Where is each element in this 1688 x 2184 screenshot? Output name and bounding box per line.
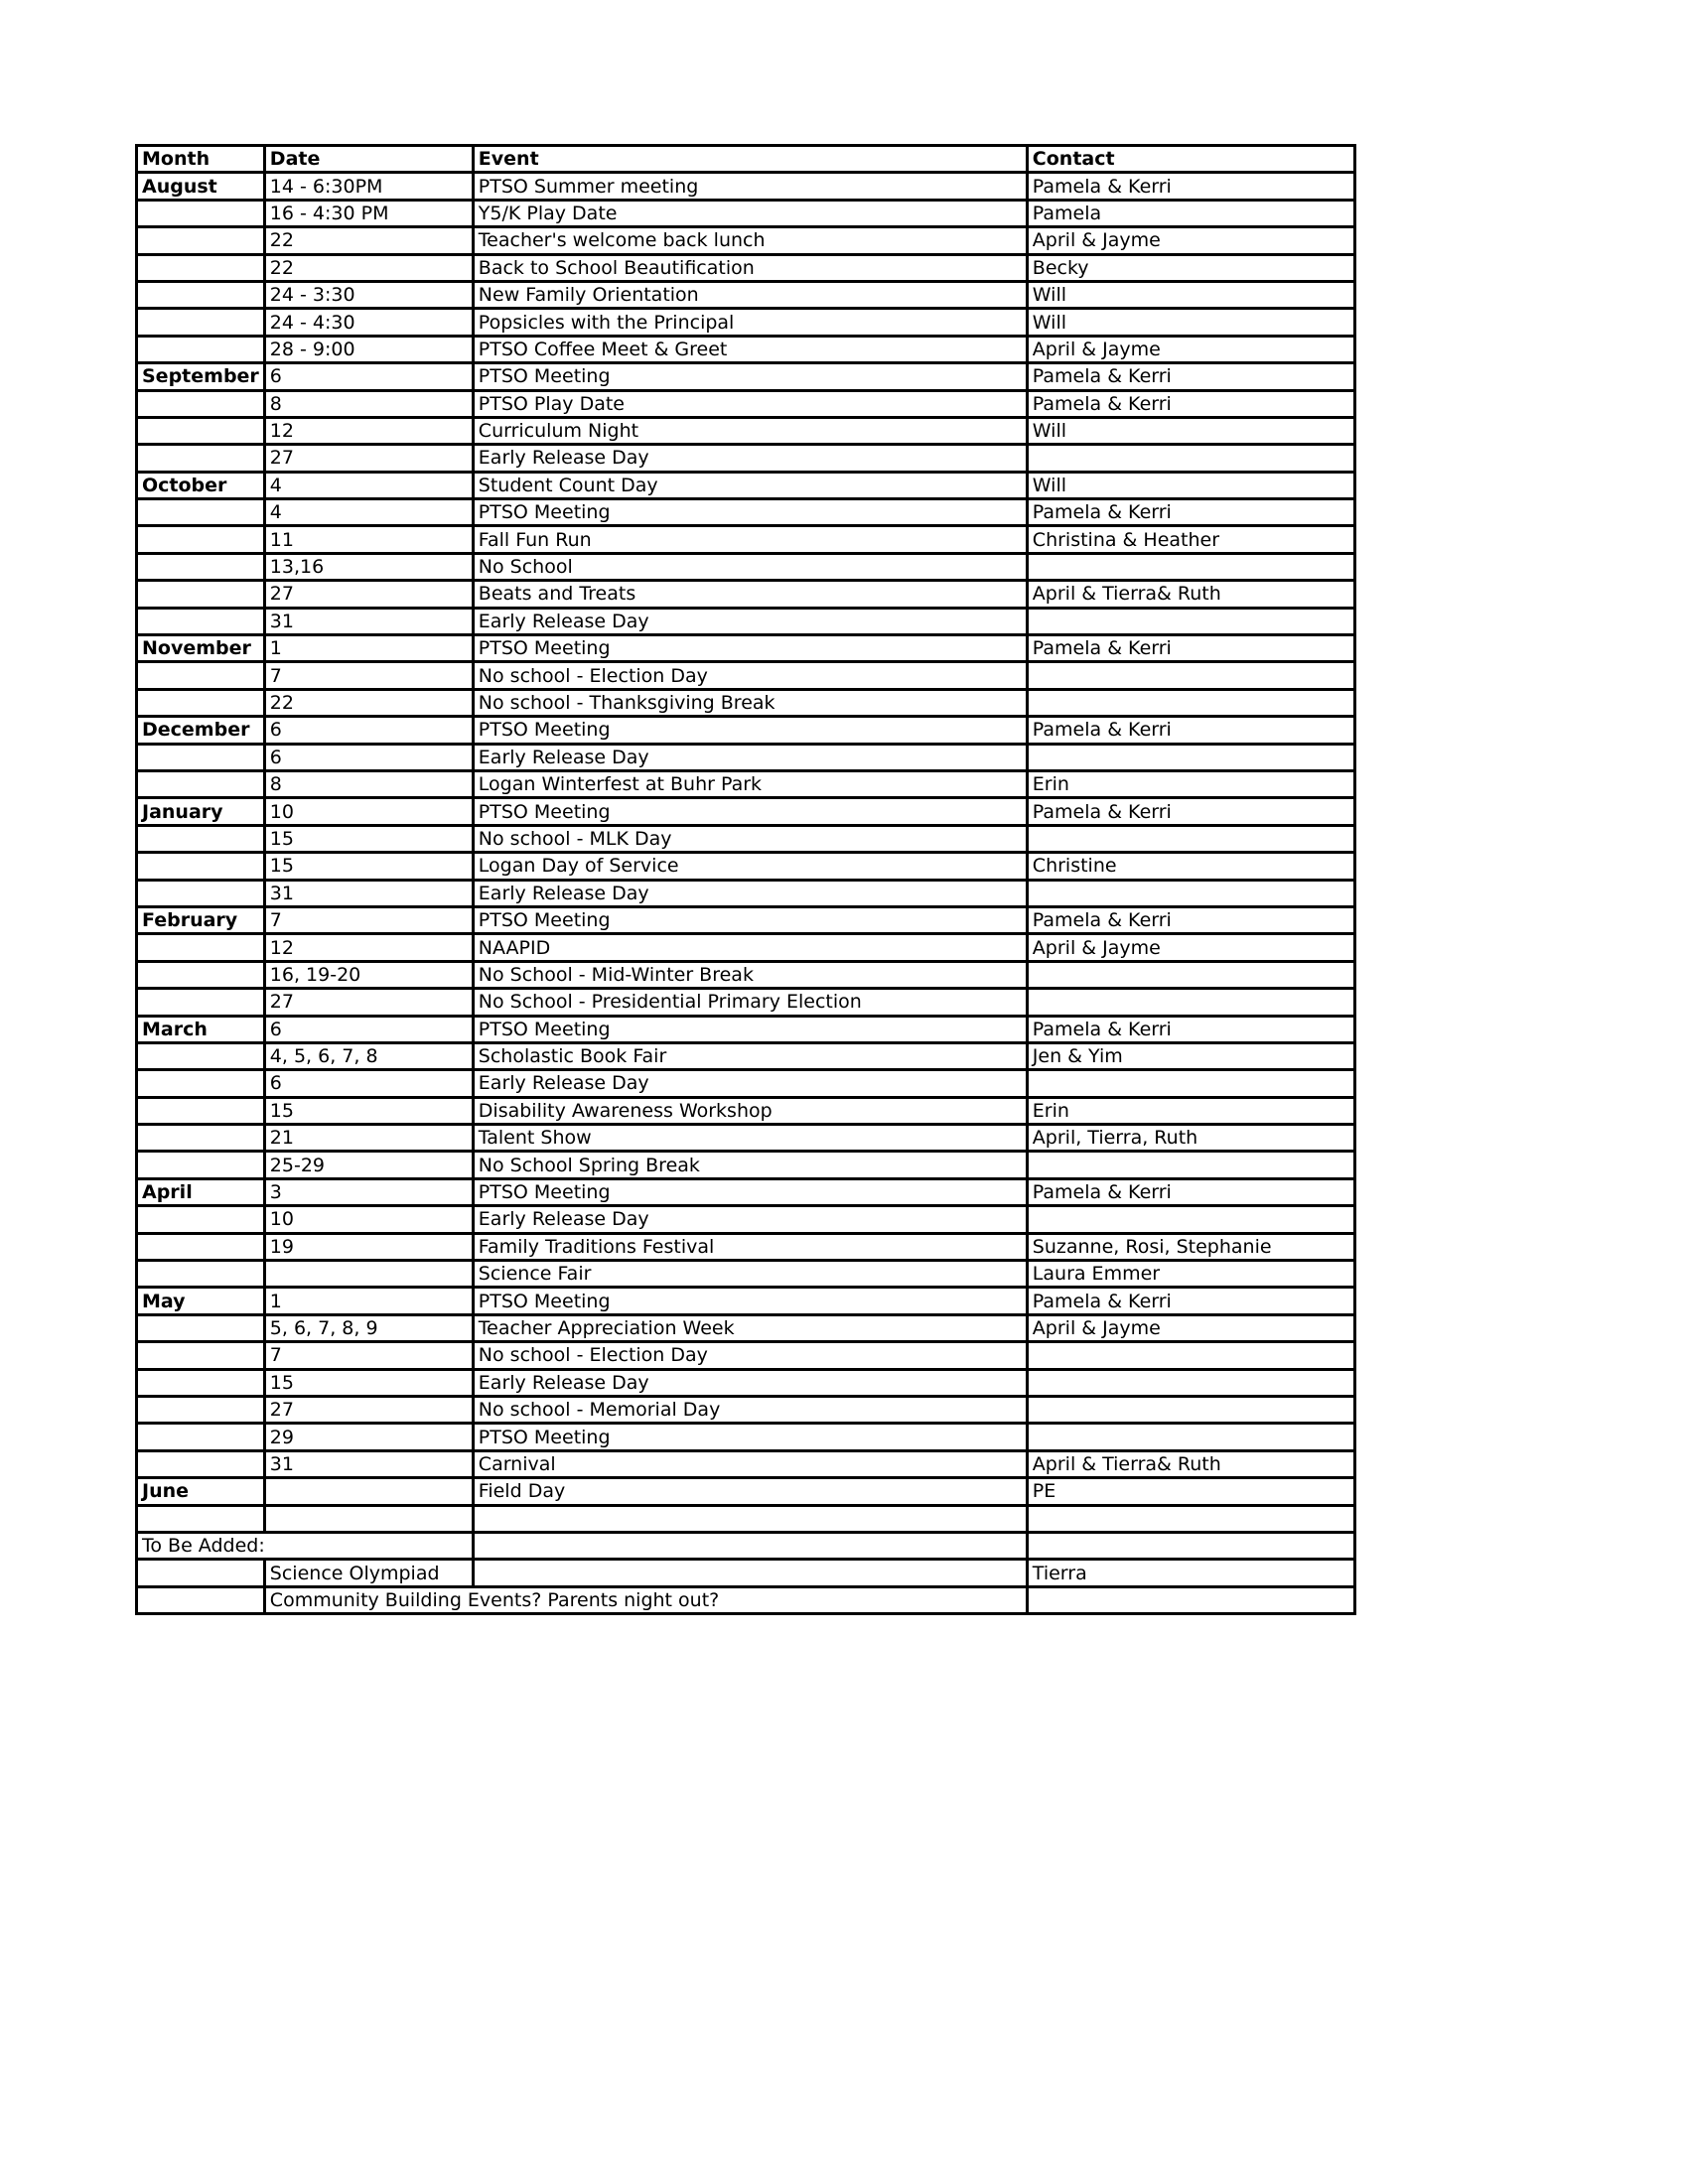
contact-cell: April & Jayme	[1027, 227, 1354, 254]
month-cell: November	[137, 635, 265, 662]
month-cell	[137, 989, 265, 1016]
table-row	[137, 390, 1355, 417]
month-cell	[137, 336, 265, 362]
contact-cell: Pamela & Kerri	[1027, 390, 1354, 417]
month-cell	[137, 417, 265, 444]
event-cell: PTSO Meeting	[473, 1288, 1027, 1314]
table-row	[137, 853, 1355, 880]
month-cell	[137, 390, 265, 417]
table-row	[137, 309, 1355, 336]
contact-cell	[1027, 445, 1354, 472]
contact-cell: Tierra	[1027, 1560, 1354, 1586]
date-cell: 15	[264, 1369, 473, 1396]
table-row	[137, 1206, 1355, 1233]
table-row	[137, 961, 1355, 988]
contact-cell: Pamela & Kerri	[1027, 499, 1354, 526]
date-cell: Community Building Events? Parents night out?	[264, 1586, 1027, 1613]
table-row	[137, 363, 1355, 390]
contact-cell: April & Jayme	[1027, 934, 1354, 961]
table-row	[137, 1450, 1355, 1477]
table-row	[137, 798, 1355, 825]
contact-cell: Erin	[1027, 1097, 1354, 1124]
contact-cell	[1027, 1342, 1354, 1369]
contact-cell: Will	[1027, 281, 1354, 308]
contact-cell	[1027, 608, 1354, 634]
month-cell: April	[137, 1178, 265, 1205]
event-cell: No school - MLK Day	[473, 825, 1027, 852]
event-cell: PTSO Summer meeting	[473, 173, 1027, 200]
contact-cell	[1027, 1424, 1354, 1450]
event-cell: PTSO Meeting	[473, 717, 1027, 744]
event-cell: Y5/K Play Date	[473, 200, 1027, 226]
contact-cell: Becky	[1027, 254, 1354, 281]
month-cell	[137, 281, 265, 308]
table-row	[137, 417, 1355, 444]
date-cell: 31	[264, 880, 473, 906]
date-cell: 27	[264, 581, 473, 608]
event-cell: Early Release Day	[473, 608, 1027, 634]
date-cell: 3	[264, 1178, 473, 1205]
date-cell: 6	[264, 744, 473, 770]
date-cell: 16 - 4:30 PM	[264, 200, 473, 226]
contact-cell	[1027, 662, 1354, 689]
event-cell: Curriculum Night	[473, 417, 1027, 444]
date-cell: 6	[264, 1016, 473, 1042]
event-cell: NAAPID	[473, 934, 1027, 961]
date-cell: 15	[264, 825, 473, 852]
month-cell	[137, 689, 265, 716]
month-cell: September	[137, 363, 265, 390]
contact-cell	[1027, 744, 1354, 770]
event-cell: PTSO Meeting	[473, 635, 1027, 662]
table-row	[137, 499, 1355, 526]
date-cell: 8	[264, 390, 473, 417]
table-row	[137, 472, 1355, 498]
to-be-added-row	[137, 1586, 1355, 1613]
month-cell: February	[137, 906, 265, 933]
month-cell	[137, 1396, 265, 1423]
month-cell	[137, 1314, 265, 1341]
table-row	[137, 173, 1355, 200]
event-cell: Scholastic Book Fair	[473, 1042, 1027, 1069]
month-cell	[137, 309, 265, 336]
table-row	[137, 770, 1355, 797]
date-cell: 21	[264, 1125, 473, 1152]
to-be-added-row	[137, 1560, 1355, 1586]
table-row	[137, 254, 1355, 281]
header-event: Event	[473, 146, 1027, 173]
month-cell	[137, 1586, 265, 1613]
table-row	[137, 553, 1355, 580]
month-cell	[137, 770, 265, 797]
table-row	[137, 1424, 1355, 1450]
date-cell: 31	[264, 608, 473, 634]
header-contact: Contact	[1027, 146, 1354, 173]
table-row	[137, 1314, 1355, 1341]
contact-cell: Will	[1027, 472, 1354, 498]
date-cell: 24 - 3:30	[264, 281, 473, 308]
event-cell: PTSO Meeting	[473, 1178, 1027, 1205]
contact-cell	[1027, 825, 1354, 852]
event-cell: Carnival	[473, 1450, 1027, 1477]
date-cell: 7	[264, 1342, 473, 1369]
event-cell: Field Day	[473, 1478, 1027, 1505]
date-cell: 13,16	[264, 553, 473, 580]
month-cell	[137, 445, 265, 472]
event-cell: Popsicles with the Principal	[473, 309, 1027, 336]
table-row	[137, 1042, 1355, 1069]
month-cell	[137, 1369, 265, 1396]
month-cell	[137, 1450, 265, 1477]
month-cell	[137, 1560, 265, 1586]
date-cell: 29	[264, 1424, 473, 1450]
date-cell: 27	[264, 989, 473, 1016]
contact-cell	[1027, 880, 1354, 906]
date-cell	[264, 1261, 473, 1288]
contact-cell: Laura Emmer	[1027, 1261, 1354, 1288]
contact-cell: April & Jayme	[1027, 1314, 1354, 1341]
date-cell: 10	[264, 798, 473, 825]
month-cell	[137, 853, 265, 880]
table-row	[137, 1097, 1355, 1124]
contact-cell	[1027, 989, 1354, 1016]
month-cell	[137, 662, 265, 689]
date-cell: Science Olympiad	[264, 1560, 473, 1586]
event-cell: Early Release Day	[473, 1369, 1027, 1396]
date-cell: 28 - 9:00	[264, 336, 473, 362]
date-cell: 19	[264, 1233, 473, 1260]
month-cell	[137, 825, 265, 852]
date-cell: 6	[264, 717, 473, 744]
month-cell	[137, 1233, 265, 1260]
table-row	[137, 1396, 1355, 1423]
date-cell: 22	[264, 254, 473, 281]
table-row	[137, 1178, 1355, 1205]
month-cell: May	[137, 1288, 265, 1314]
month-cell	[137, 1152, 265, 1178]
month-cell	[137, 1125, 265, 1152]
contact-cell: Pamela & Kerri	[1027, 635, 1354, 662]
table-row	[137, 1505, 1355, 1532]
date-cell: 27	[264, 1396, 473, 1423]
event-cell	[473, 1505, 1027, 1532]
table-row	[137, 608, 1355, 634]
month-cell	[137, 1206, 265, 1233]
table-row	[137, 1152, 1355, 1178]
contact-cell: Pamela & Kerri	[1027, 798, 1354, 825]
contact-cell	[1027, 1396, 1354, 1423]
month-cell	[137, 1505, 265, 1532]
event-cell: PTSO Coffee Meet & Greet	[473, 336, 1027, 362]
table-row	[137, 526, 1355, 553]
date-cell: 11	[264, 526, 473, 553]
date-cell	[264, 1478, 473, 1505]
table-row	[137, 744, 1355, 770]
contact-cell: Pamela & Kerri	[1027, 1016, 1354, 1042]
event-cell	[473, 1532, 1027, 1559]
header-date: Date	[264, 146, 473, 173]
contact-cell: Pamela & Kerri	[1027, 173, 1354, 200]
event-cell: No School - Mid-Winter Break	[473, 961, 1027, 988]
date-cell: 1	[264, 1288, 473, 1314]
event-cell: No School Spring Break	[473, 1152, 1027, 1178]
month-cell	[137, 227, 265, 254]
month-cell	[137, 961, 265, 988]
table-row	[137, 906, 1355, 933]
month-cell	[137, 934, 265, 961]
event-cell	[473, 1560, 1027, 1586]
table-row	[137, 581, 1355, 608]
event-cell: No school - Thanksgiving Break	[473, 689, 1027, 716]
contact-cell: Pamela & Kerri	[1027, 1288, 1354, 1314]
month-cell	[137, 200, 265, 226]
event-cell: PTSO Meeting	[473, 1424, 1027, 1450]
table-row	[137, 717, 1355, 744]
to-be-added-label-row	[137, 1532, 1355, 1559]
event-cell: Early Release Day	[473, 880, 1027, 906]
event-cell: PTSO Meeting	[473, 363, 1027, 390]
date-cell: 15	[264, 853, 473, 880]
contact-cell: Pamela & Kerri	[1027, 717, 1354, 744]
event-cell: Early Release Day	[473, 1070, 1027, 1097]
month-cell: December	[137, 717, 265, 744]
month-cell	[137, 581, 265, 608]
table-row	[137, 635, 1355, 662]
contact-cell	[1027, 1505, 1354, 1532]
table-row	[137, 1342, 1355, 1369]
contact-cell	[1027, 1586, 1354, 1613]
month-cell	[137, 553, 265, 580]
contact-cell: Pamela & Kerri	[1027, 363, 1354, 390]
contact-cell: Will	[1027, 417, 1354, 444]
event-cell: Disability Awareness Workshop	[473, 1097, 1027, 1124]
month-cell	[137, 744, 265, 770]
table-row	[137, 1016, 1355, 1042]
contact-cell	[1027, 689, 1354, 716]
event-cell: PTSO Meeting	[473, 906, 1027, 933]
month-cell	[137, 526, 265, 553]
event-cell: PTSO Meeting	[473, 798, 1027, 825]
contact-cell: Christina & Heather	[1027, 526, 1354, 553]
month-cell: January	[137, 798, 265, 825]
to-be-added-label: To Be Added:	[137, 1532, 474, 1559]
date-cell: 27	[264, 445, 473, 472]
date-cell: 31	[264, 1450, 473, 1477]
contact-cell	[1027, 1070, 1354, 1097]
table-row	[137, 934, 1355, 961]
event-cell: No school - Election Day	[473, 662, 1027, 689]
month-cell: August	[137, 173, 265, 200]
table-row	[137, 825, 1355, 852]
table-row	[137, 1478, 1355, 1505]
contact-cell: Pamela & Kerri	[1027, 1178, 1354, 1205]
table-row	[137, 989, 1355, 1016]
contact-cell: April, Tierra, Ruth	[1027, 1125, 1354, 1152]
date-cell: 10	[264, 1206, 473, 1233]
event-cell: Fall Fun Run	[473, 526, 1027, 553]
event-cell: Teacher Appreciation Week	[473, 1314, 1027, 1341]
event-cell: No School - Presidential Primary Election	[473, 989, 1027, 1016]
contact-cell: Christine	[1027, 853, 1354, 880]
event-cell: No school - Election Day	[473, 1342, 1027, 1369]
table-row	[137, 880, 1355, 906]
event-cell: PTSO Meeting	[473, 499, 1027, 526]
event-schedule-table	[135, 144, 1356, 1615]
date-cell: 7	[264, 906, 473, 933]
table-row	[137, 281, 1355, 308]
date-cell: 6	[264, 363, 473, 390]
date-cell: 14 - 6:30PM	[264, 173, 473, 200]
event-cell: PTSO Play Date	[473, 390, 1027, 417]
contact-cell	[1027, 1206, 1354, 1233]
date-cell: 22	[264, 227, 473, 254]
event-cell: Early Release Day	[473, 445, 1027, 472]
event-cell: Back to School Beautification	[473, 254, 1027, 281]
month-cell	[137, 880, 265, 906]
date-cell: 5, 6, 7, 8, 9	[264, 1314, 473, 1341]
month-cell	[137, 254, 265, 281]
table-row	[137, 1125, 1355, 1152]
contact-cell	[1027, 1532, 1354, 1559]
contact-cell	[1027, 1369, 1354, 1396]
contact-cell: April & Tierra& Ruth	[1027, 1450, 1354, 1477]
event-cell: No School	[473, 553, 1027, 580]
date-cell: 4	[264, 472, 473, 498]
month-cell	[137, 608, 265, 634]
header-row	[137, 146, 1355, 173]
date-cell: 6	[264, 1070, 473, 1097]
date-cell: 25-29	[264, 1152, 473, 1178]
date-cell: 12	[264, 417, 473, 444]
event-cell: Science Fair	[473, 1261, 1027, 1288]
month-cell: October	[137, 472, 265, 498]
event-cell: PTSO Meeting	[473, 1016, 1027, 1042]
table-row	[137, 227, 1355, 254]
contact-cell: Erin	[1027, 770, 1354, 797]
header-month: Month	[137, 146, 265, 173]
event-cell: Logan Day of Service	[473, 853, 1027, 880]
month-cell	[137, 1097, 265, 1124]
table-row	[137, 1261, 1355, 1288]
event-cell: Early Release Day	[473, 1206, 1027, 1233]
date-cell: 1	[264, 635, 473, 662]
date-cell: 16, 19-20	[264, 961, 473, 988]
table-row	[137, 1233, 1355, 1260]
contact-cell: Suzanne, Rosi, Stephanie	[1027, 1233, 1354, 1260]
table-row	[137, 1070, 1355, 1097]
contact-cell: April & Jayme	[1027, 336, 1354, 362]
contact-cell: Pamela	[1027, 200, 1354, 226]
date-cell: 8	[264, 770, 473, 797]
contact-cell	[1027, 553, 1354, 580]
month-cell: June	[137, 1478, 265, 1505]
date-cell	[264, 1505, 473, 1532]
table-row	[137, 200, 1355, 226]
month-cell	[137, 1424, 265, 1450]
table-row	[137, 1369, 1355, 1396]
contact-cell	[1027, 1152, 1354, 1178]
contact-cell: Jen & Yim	[1027, 1042, 1354, 1069]
contact-cell	[1027, 961, 1354, 988]
contact-cell: PE	[1027, 1478, 1354, 1505]
date-cell: 22	[264, 689, 473, 716]
table-row	[137, 1288, 1355, 1314]
event-cell: Talent Show	[473, 1125, 1027, 1152]
table-row	[137, 336, 1355, 362]
month-cell	[137, 1342, 265, 1369]
date-cell: 4, 5, 6, 7, 8	[264, 1042, 473, 1069]
contact-cell: April & Tierra& Ruth	[1027, 581, 1354, 608]
event-cell: Beats and Treats	[473, 581, 1027, 608]
event-cell: Teacher's welcome back lunch	[473, 227, 1027, 254]
table-row	[137, 662, 1355, 689]
table-row	[137, 445, 1355, 472]
contact-cell: Pamela & Kerri	[1027, 906, 1354, 933]
month-cell	[137, 1042, 265, 1069]
event-cell: New Family Orientation	[473, 281, 1027, 308]
event-schedule-body	[137, 146, 1355, 1614]
date-cell: 24 - 4:30	[264, 309, 473, 336]
table-row	[137, 689, 1355, 716]
date-cell: 15	[264, 1097, 473, 1124]
month-cell: March	[137, 1016, 265, 1042]
month-cell	[137, 499, 265, 526]
date-cell: 7	[264, 662, 473, 689]
month-cell	[137, 1070, 265, 1097]
date-cell: 4	[264, 499, 473, 526]
event-cell: Early Release Day	[473, 744, 1027, 770]
event-cell: No school - Memorial Day	[473, 1396, 1027, 1423]
event-cell: Family Traditions Festival	[473, 1233, 1027, 1260]
event-cell: Student Count Day	[473, 472, 1027, 498]
month-cell	[137, 1261, 265, 1288]
date-cell: 12	[264, 934, 473, 961]
contact-cell: Will	[1027, 309, 1354, 336]
event-cell: Logan Winterfest at Buhr Park	[473, 770, 1027, 797]
